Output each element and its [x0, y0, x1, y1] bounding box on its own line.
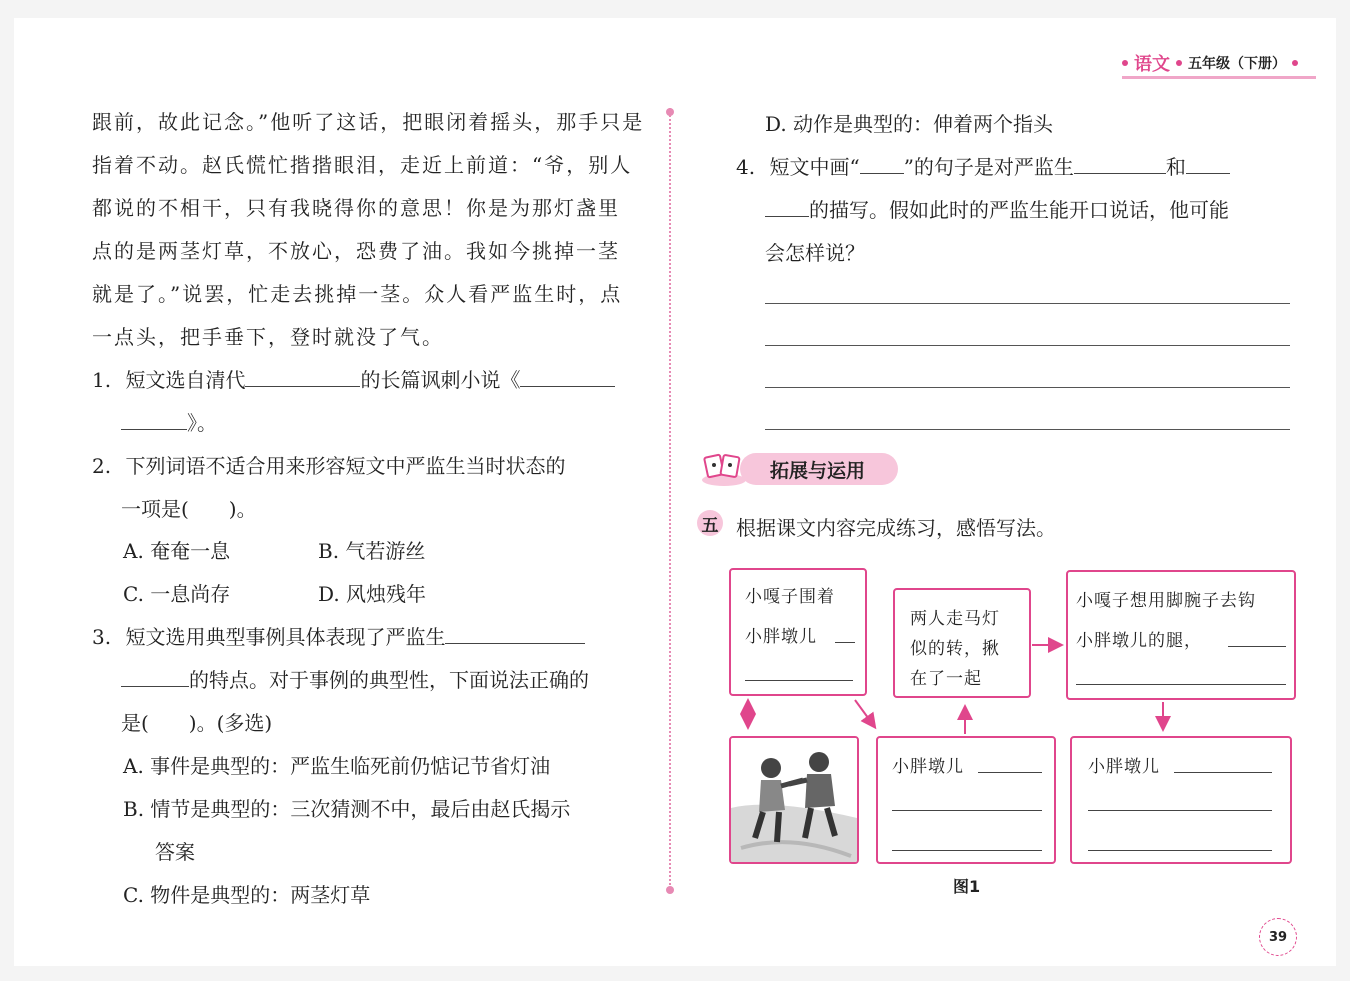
divider-dot-icon: [666, 108, 674, 116]
box-text: 小胖墩儿: [892, 757, 964, 777]
option-c[interactable]: C. 一息尚存: [123, 582, 231, 606]
option-b[interactable]: B. 气若游丝: [318, 539, 426, 563]
question-text: 短文选用典型事例具体表现了严监生: [125, 625, 446, 649]
answer-blank[interactable]: [1088, 850, 1272, 851]
question-text: 是( )。(多选): [121, 711, 273, 735]
question-text: 》。: [187, 411, 217, 435]
question-text: 和: [1165, 155, 1186, 179]
answer-blank[interactable]: [745, 680, 853, 681]
question-text: ”的句子是对严监生: [903, 155, 1074, 179]
diagram-box-5: [1070, 736, 1292, 864]
page-number: 39: [1259, 918, 1297, 956]
diagram-box-3: [1066, 570, 1296, 700]
question-text: 会怎样说？: [765, 241, 865, 265]
option-a[interactable]: A. 奄奄一息: [123, 539, 231, 563]
question-5-text: 根据课文内容完成练习，感悟写法。: [736, 516, 1056, 540]
header-dot-icon: [1176, 60, 1182, 66]
answer-blank[interactable]: [520, 368, 615, 387]
answer-blank[interactable]: [1074, 155, 1166, 174]
diagram-illustration: [729, 736, 859, 864]
answer-blank[interactable]: [835, 642, 855, 643]
answer-blank[interactable]: [121, 411, 187, 430]
answer-line[interactable]: [765, 429, 1290, 430]
header-dot-icon: [1122, 60, 1128, 66]
figure-caption: 图1: [953, 877, 981, 896]
diagram-box-4: [876, 736, 1056, 864]
passage-line: 点的是两茎灯草，不放心，恐费了油。我如今挑掉一茎: [92, 239, 620, 263]
answer-blank[interactable]: [978, 772, 1042, 773]
wrestling-boys-illustration: [731, 738, 857, 862]
header-subject: 语文: [1134, 54, 1170, 75]
passage-line: 指着不动。赵氏慌忙揩揩眼泪，走近上前道：“爷，别人: [92, 153, 633, 177]
section-banner: [700, 450, 900, 488]
answer-blank[interactable]: [121, 668, 189, 687]
box-text: 小嘎子想用脚腕子去钩: [1076, 591, 1256, 611]
passage-line: 跟前，故此记念。”他听了这话，把眼闭着摇头，那手只是: [92, 110, 645, 134]
option-b[interactable]: B. 情节是典型的：三次猜测不中，最后由赵氏揭示: [123, 797, 571, 821]
question-2: [92, 450, 565, 479]
answer-blank[interactable]: [892, 850, 1042, 851]
question-text: 的描写。假如此时的严监生能开口说话，他可能: [809, 198, 1229, 222]
answer-blank[interactable]: [245, 368, 360, 387]
box-text: 小嘎子围着: [745, 587, 835, 607]
answer-line[interactable]: [765, 345, 1290, 346]
underline-sample: [860, 155, 904, 174]
header-underline: [1122, 76, 1316, 79]
answer-blank[interactable]: [1186, 155, 1230, 174]
header-dot-icon: [1292, 60, 1298, 66]
question-4: [736, 151, 1230, 180]
passage-line: 就是了。”说罢，忙走去挑掉一茎。众人看严监生时，点: [92, 282, 623, 306]
answer-blank[interactable]: [1076, 684, 1286, 685]
box-text: 小胖墩儿: [745, 627, 817, 647]
question-text: 短文选自清代: [125, 368, 246, 392]
box-text: 小胖墩儿: [1088, 757, 1160, 777]
section-title: 拓展与运用: [740, 453, 898, 485]
passage-line: 都说的不相干，只有我晓得你的意思！你是为那灯盏里: [92, 196, 620, 220]
diagram-box-2: [893, 588, 1031, 698]
option-d[interactable]: D. 动作是典型的：伸着两个指头: [765, 112, 1054, 136]
option-d[interactable]: D. 风烛残年: [318, 582, 427, 606]
answer-line[interactable]: [765, 387, 1290, 388]
question-number: 4.: [736, 155, 756, 179]
page-header: [1122, 50, 1298, 76]
question-text: 短文中画“: [769, 155, 860, 179]
option-b-cont: 答案: [155, 840, 195, 864]
answer-blank[interactable]: [892, 810, 1042, 811]
answer-blank[interactable]: [765, 198, 809, 217]
diagram-box-1: [729, 568, 867, 696]
answer-line[interactable]: [765, 303, 1290, 304]
option-a[interactable]: A. 事件是典型的：严监生临死前仍惦记节省灯油: [123, 754, 551, 778]
question-number: 1.: [92, 368, 112, 392]
divider-dot-icon: [666, 886, 674, 894]
question-1-cont: [121, 407, 217, 436]
passage-line: 一点头，把手垂下，登时就没了气。: [92, 325, 444, 349]
books-icon: [700, 450, 748, 488]
question-number: 2.: [92, 454, 112, 478]
header-grade: 五年级（下册）: [1188, 56, 1286, 72]
question-3: [92, 621, 585, 650]
box-text: 在了一起: [910, 669, 982, 689]
question-3-cont: [121, 664, 589, 693]
answer-blank[interactable]: [1228, 646, 1286, 647]
box-text: 小胖墩儿的腿，: [1076, 631, 1202, 651]
question-4-cont: [765, 194, 1229, 223]
question-text: 下列词语不适合用来形容短文中严监生当时状态的: [125, 454, 566, 478]
question-text: 一项是( )。: [121, 497, 257, 521]
box-text: 似的转，揪: [910, 639, 1000, 659]
question-text: 的特点。对于事例的典型性，下面说法正确的: [189, 668, 589, 692]
question-5-number: 五: [697, 510, 723, 536]
question-1: [92, 364, 615, 393]
option-c[interactable]: C. 物件是典型的：两茎灯草: [123, 883, 371, 907]
answer-blank[interactable]: [1174, 772, 1272, 773]
question-text: 的长篇讽刺小说《: [360, 368, 521, 392]
column-divider: [669, 108, 671, 892]
answer-blank[interactable]: [445, 625, 585, 644]
question-number: 3.: [92, 625, 112, 649]
answer-blank[interactable]: [1088, 810, 1272, 811]
box-text: 两人走马灯: [910, 609, 1000, 629]
